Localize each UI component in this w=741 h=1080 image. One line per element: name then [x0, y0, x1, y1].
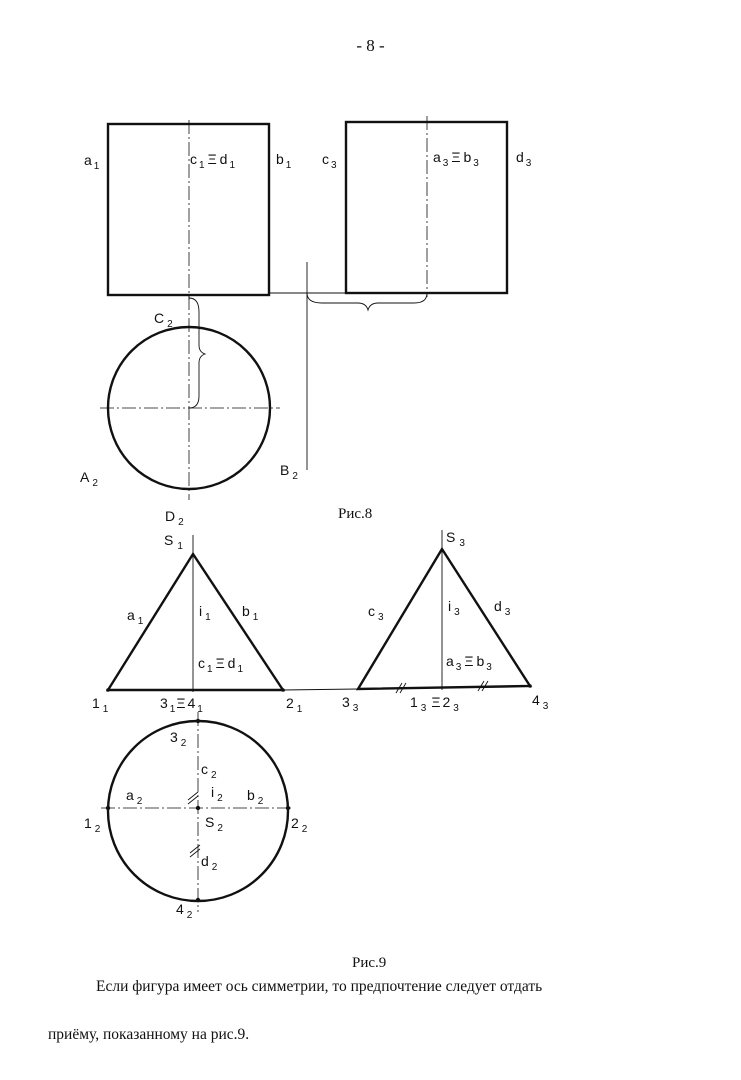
fig8-label-B2: B $_2$: [280, 462, 298, 482]
fig9-label-point-1-1: 1 $_1$: [92, 695, 109, 715]
fig9-label-a2: a $_2$: [126, 787, 143, 807]
fig9-point-2-2: [286, 806, 290, 810]
fig8-label-b1: b $_1$: [276, 151, 292, 171]
figure-9: [84, 529, 549, 921]
fig8-label-a3-b3: a $_3$ Ξ b $_3$: [433, 149, 479, 169]
fig9-label-point-4-2: 4 $_2$: [176, 901, 193, 921]
fig9-label-S2: S $_2$: [205, 814, 223, 834]
figure-8: [80, 116, 532, 528]
fig9-label-i1: i $_1$: [199, 603, 211, 623]
fig9-label-b2: b $_2$: [247, 787, 264, 807]
fig9-label-point-3-3: 3 $_3$: [342, 694, 359, 714]
fig9-label-point-2-1: 2 $_1$: [286, 695, 303, 715]
fig9-point-1-1: [106, 688, 110, 692]
fig9-label-point-1-3-2-3: 1 $_3$ Ξ 2 $_3$: [410, 694, 459, 714]
fig9-point-2-1: [281, 688, 285, 692]
fig8-label-D2: D $_2$: [165, 508, 184, 528]
fig9-label-point-4-3: 4 $_3$: [532, 692, 549, 712]
fig9-label-point-3-1-4-1: 3 $_1$Ξ 4 $_1$: [160, 695, 203, 715]
fig9-label-b1: b $_1$: [242, 603, 259, 623]
fig9-tick-lower: [190, 845, 200, 857]
fig9-label-point-2-2: 2 $_2$: [291, 815, 308, 835]
fig9-label-a1: a $_1$: [127, 607, 144, 627]
fig9-label-d2: d $_2$: [201, 853, 218, 873]
fig9-point-S2: [196, 806, 200, 810]
fig9-point-4-3: [528, 684, 532, 688]
fig8-label-C2: C $_2$: [154, 310, 173, 330]
fig9-label-S3: S $_3$: [446, 529, 465, 549]
fig8-label-a1: a $_1$: [84, 152, 100, 172]
fig8-front-rectangle: [108, 124, 269, 295]
fig8-label-A2: A $_2$: [80, 469, 98, 489]
fig9-tick-upper: [188, 792, 198, 804]
fig9-label-i3: i $_3$: [448, 598, 460, 618]
figure-8-caption: Рис.8: [338, 506, 373, 522]
fig9-label-point-3-2: 3 $_2$: [170, 729, 187, 749]
fig9-label-c3: c $_3$: [368, 603, 384, 623]
fig9-label-c2: c $_2$: [201, 761, 217, 781]
fig9-point-3-2: [196, 719, 200, 723]
fig9-label-point-1-2: 1 $_2$: [84, 815, 101, 835]
fig8-vertical-brace: [189, 298, 205, 408]
fig8-label-c3: c $_3$: [322, 151, 337, 171]
body-paragraph-1: Если фигура имеет ось симметрии, то предпочтение следует отдать: [96, 978, 543, 995]
fig9-label-a3-b3: a $_3$ Ξ b $_3$: [446, 653, 492, 673]
fig8-label-c1-d1: c $_1$ Ξ d $_1$: [190, 151, 236, 171]
fig9-label-i2: i $_2$: [211, 784, 223, 804]
figure-9-caption: Рис.9: [352, 955, 387, 971]
fig9-point-4-2: [196, 898, 200, 902]
fig9-label-c1-d1: c $_1$ Ξ d $_1$: [198, 655, 244, 675]
fig8-label-d3: d $_3$: [516, 149, 532, 169]
page-number: - 8 -: [356, 36, 385, 55]
fig8-horizontal-brace: [307, 293, 427, 310]
fig9-label-S1: S $_1$: [164, 532, 183, 552]
fig9-label-d3: d $_3$: [494, 598, 511, 618]
fig9-profile-triangle: [358, 549, 530, 689]
fig8-profile-rectangle: [346, 122, 507, 293]
body-paragraph-2: приёму, показанному на рис.9.: [48, 1026, 250, 1043]
fig9-connection-line: [283, 689, 358, 690]
fig9-point-1-2: [106, 806, 110, 810]
